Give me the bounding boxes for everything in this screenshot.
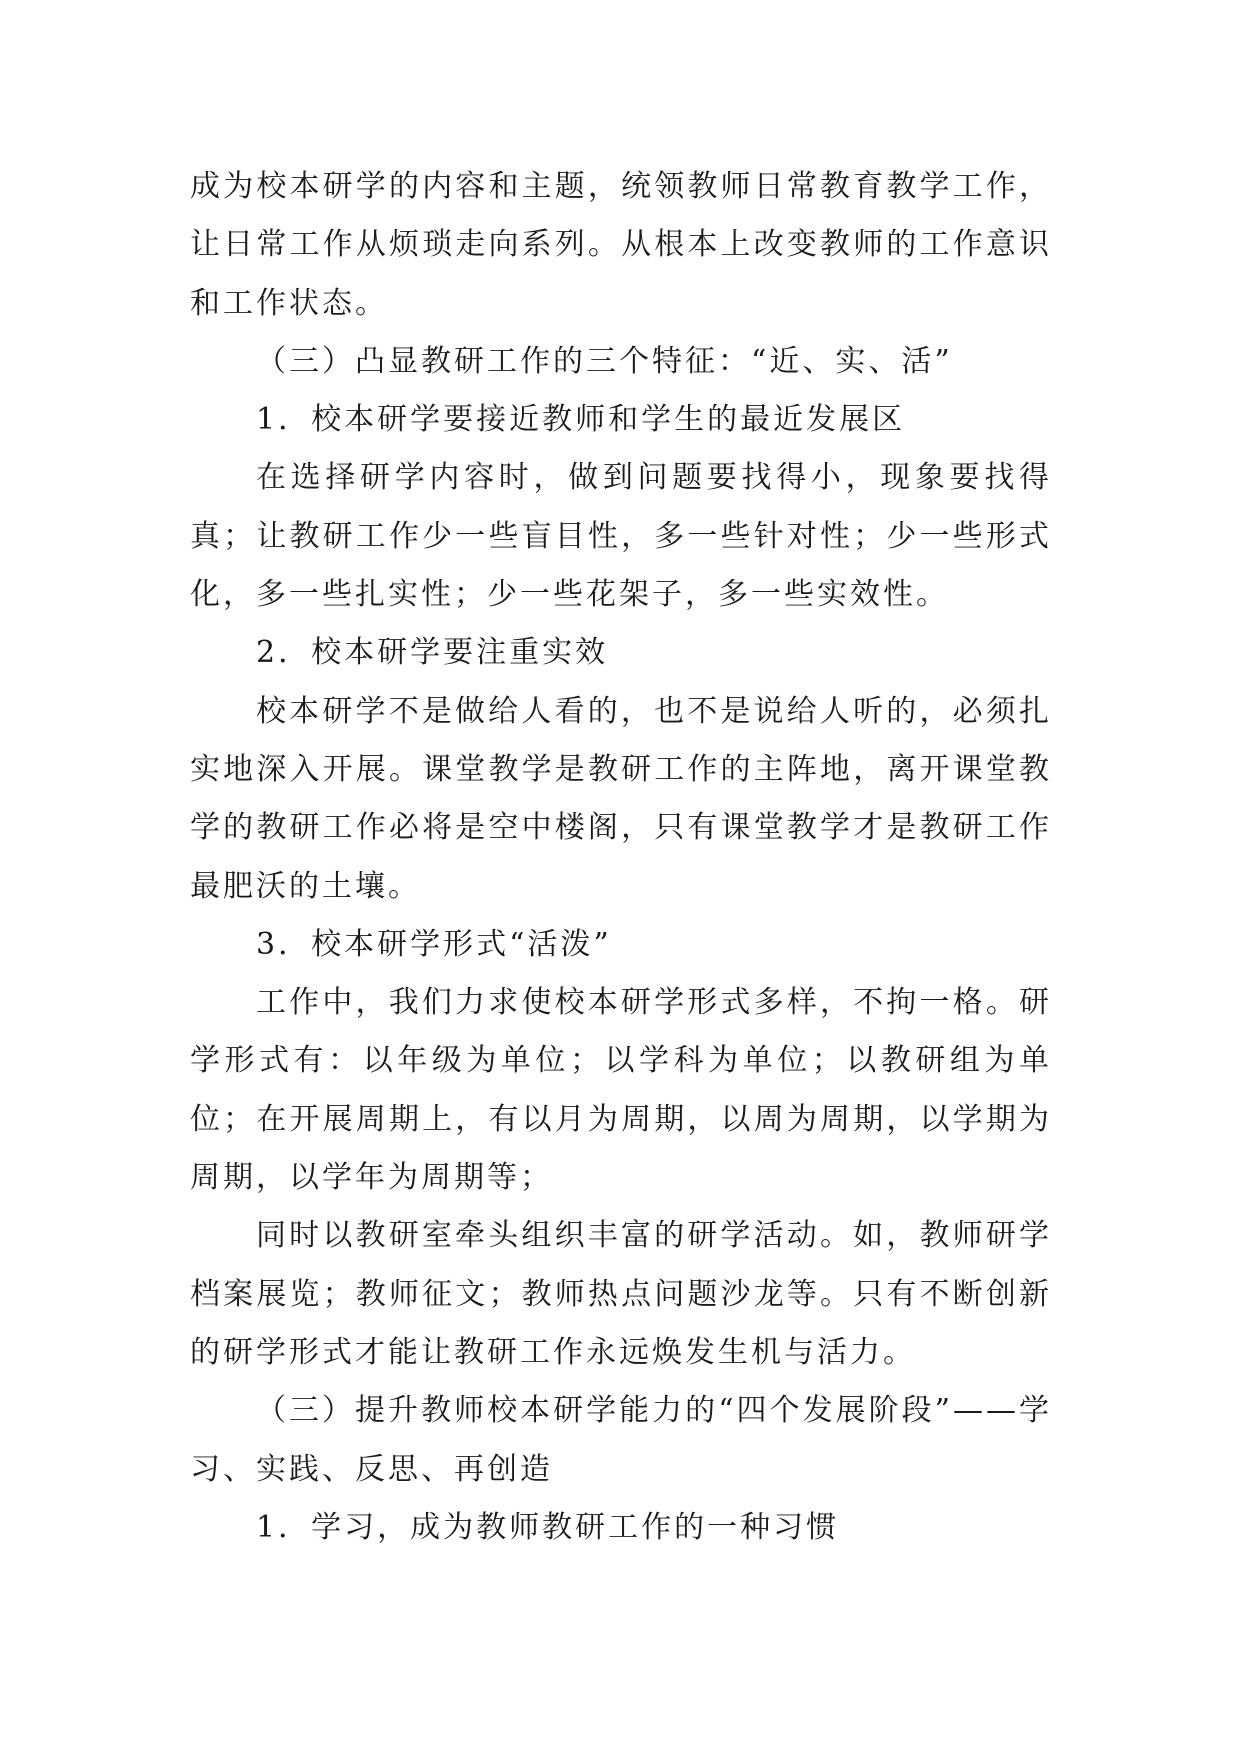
body-paragraph-forms: 工作中，我们力求使校本研学形式多样，不拘一格。研学形式有：以年级为单位；以学科为单位；以教研组为单位；在开展周期上，有以月为周期，以周为周期，以学期为周期，以学年为周期等； (190, 985, 1052, 1196)
section-heading-four-stages: （三）提升教师校本研学能力的“四个发展阶段”——学习、实践、反思、再创造 (190, 1393, 1052, 1487)
body-paragraph-continued: 成为校本研学的内容和主题，统领教师日常教育教学工作，让日常工作从烦琐走向系列。从根本上改变教师的工作意识和工作状态。 (190, 169, 1052, 321)
subheading-2-effectiveness: 2．校本研学要注重实效 (256, 635, 609, 671)
section-heading-three-features: （三）凸显教研工作的三个特征：“近、实、活” (256, 343, 953, 379)
subheading-1-development-zone: 1．校本研学要接近教师和学生的最近发展区 (256, 402, 906, 438)
body-paragraph-select-content: 在选择研学内容时，做到问题要找得小，现象要找得真；让教研工作少一些盲目性，多一些针对性；少一些形式化，多一些扎实性；少一些花架子，多一些实效性。 (190, 460, 1052, 613)
document-body (190, 158, 1052, 1557)
subheading-3-lively-forms: 3．校本研学形式“活泼” (256, 926, 612, 962)
body-paragraph-classroom: 校本研学不是做给人看的，也不是说给人听的，必须扎实地深入开展。课堂教学是教研工作的主阵地，离开课堂教学的教研工作必将是空中楼阁，只有课堂教学才是教研工作最肥沃的土壤。 (190, 693, 1052, 904)
subheading-1-learning: 1．学习，成为教师教研工作的一种习惯 (256, 1509, 840, 1545)
body-paragraph-activities: 同时以教研室牵头组织丰富的研学活动。如，教师研学档案展览；教师征文；教师热点问题沙龙等。只有不断创新的研学形式才能让教研工作永远焕发生机与活力。 (190, 1218, 1052, 1370)
